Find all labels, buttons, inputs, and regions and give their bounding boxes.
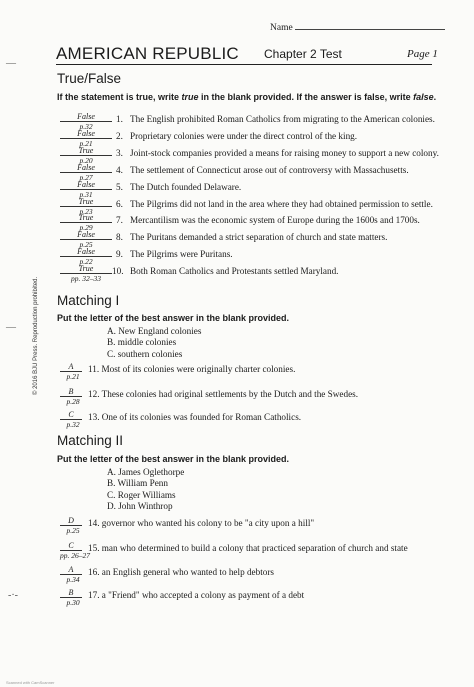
question-row	[60, 589, 440, 611]
question-number: 10.	[112, 266, 124, 277]
page-reference: p.25	[66, 526, 80, 535]
question-text	[88, 567, 274, 577]
question-row	[60, 566, 440, 588]
margin-mark: -·-	[8, 590, 18, 601]
answer-blank[interactable]: False	[60, 248, 112, 257]
question-text	[88, 364, 295, 374]
matching-2-heading: Matching II	[57, 433, 124, 448]
margin-mark: ―	[6, 322, 16, 333]
question-statement: an English general who wanted to help debtors	[101, 567, 275, 577]
matching-1-heading: Matching I	[57, 293, 120, 308]
page-reference: p.23	[79, 206, 93, 216]
question-number: 8.	[116, 232, 123, 243]
question-statement: man who determined to build a colony that practiced separation of church and state	[101, 543, 408, 553]
page-reference: p.29	[79, 223, 93, 233]
question-statement: a "Friend" who accepted a colony as payment of a debt	[101, 590, 305, 600]
question-number: 3.	[116, 147, 123, 158]
matching-1-instructions: Put the letter of the best answer in the blank provided.	[57, 313, 290, 323]
question-row	[60, 363, 440, 385]
page-number: Page 1	[407, 48, 438, 60]
page-reference: pp. 32–33	[71, 274, 101, 284]
question-statement: One of its colonies was founded for Roman Catholics.	[101, 412, 302, 422]
question-row	[60, 411, 440, 433]
answer-blank[interactable]: D	[60, 517, 82, 526]
true-false-heading: True/False	[57, 71, 122, 86]
question-statement: Joint-stock companies provided a means for raising money to support a new colony.	[130, 147, 439, 158]
chapter-label: Chapter 2 Test	[264, 47, 342, 61]
answer-option: C. southern colonies	[107, 348, 183, 359]
answer-option: A. James Oglethorpe	[107, 467, 185, 477]
page-reference: p.32	[66, 420, 80, 429]
answer-blank[interactable]: True	[60, 147, 112, 156]
answer-blank[interactable]: A	[60, 363, 82, 372]
page-reference: p.27	[79, 172, 93, 182]
answer-blank[interactable]: False	[60, 231, 112, 240]
question-number: 5.	[116, 181, 123, 192]
answer-blank[interactable]: False	[60, 181, 112, 190]
question-number: 1.	[116, 114, 123, 124]
page-reference: p.21	[79, 138, 93, 148]
answer-blank[interactable]: C	[60, 542, 82, 551]
question-statement: The Pilgrims did not land in the area where they had obtained permission to settle.	[130, 198, 433, 209]
question-statement: governor who wanted his colony to be "a city upon a hill"	[101, 518, 315, 528]
question-text	[88, 389, 358, 399]
name-line	[295, 20, 445, 30]
page-reference: p.32	[79, 122, 93, 131]
question-statement: The Dutch founded Delaware.	[130, 181, 242, 192]
scanner-note: Scanned with CamScanner	[6, 680, 55, 685]
answer-blank[interactable]: False	[60, 113, 112, 122]
question-statement: The Puritans demanded a strict separation of church and state matters.	[130, 232, 388, 243]
page-reference: p.34	[66, 575, 80, 584]
answer-option: B. middle colonies	[107, 337, 177, 348]
page-reference: pp. 26–27	[60, 551, 90, 560]
question-row	[60, 388, 440, 410]
answer-blank[interactable]: A	[60, 566, 82, 575]
question-number: 6.	[116, 198, 123, 209]
page-reference: p.28	[66, 397, 80, 406]
question-number: 14.	[88, 518, 100, 528]
question-statement: The English prohibited Roman Catholics from migrating to the American colonies.	[130, 114, 435, 124]
page-reference: p.20	[79, 155, 93, 165]
answer-option: D. John Winthrop	[107, 501, 173, 512]
question-statement: Most of its colonies were originally charter colonies.	[101, 364, 296, 374]
name-field[interactable]	[270, 20, 445, 33]
question-number: 13.	[88, 412, 100, 422]
answer-blank[interactable]: True	[60, 198, 112, 207]
answer-blank[interactable]: C	[60, 411, 82, 420]
answer-blank[interactable]: True	[60, 265, 112, 274]
question-number: 15.	[88, 543, 100, 553]
true-false-instructions: If the statement is true, write true in the blank provided. If the answer is false, write false.	[57, 92, 437, 102]
question-row	[60, 265, 440, 287]
page-title: AMERICAN REPUBLIC	[56, 44, 239, 63]
question-statement: Mercantilism was the economic system of Europe during the 1600s and 1700s.	[130, 215, 420, 226]
answer-blank[interactable]: False	[60, 130, 112, 139]
question-number: 11.	[88, 364, 100, 374]
answer-blank[interactable]: B	[60, 589, 82, 598]
question-text	[88, 518, 314, 528]
question-statement: The Pilgrims were Puritans.	[130, 249, 233, 260]
page-reference: p.21	[66, 372, 80, 381]
question-statement: Proprietary colonies were under the direct control of the king.	[130, 130, 358, 141]
question-statement: Both Roman Catholics and Protestants settled Maryland.	[130, 266, 339, 277]
answer-option: A. New England colonies	[107, 326, 202, 336]
question-number: 7.	[116, 215, 123, 226]
page-reference: p.25	[79, 240, 93, 250]
question-statement: These colonies had original settlements by the Dutch and the Swedes.	[101, 389, 359, 399]
name-label: Name	[270, 23, 293, 33]
question-row	[60, 542, 440, 564]
question-text	[88, 543, 408, 553]
answer-option: B. William Penn	[107, 478, 168, 489]
copyright-notice: © 2016 BJU Press. Reproduction prohibited.	[33, 276, 39, 395]
question-text	[88, 412, 301, 422]
question-number: 9.	[116, 249, 123, 260]
question-number: 16.	[88, 567, 100, 577]
matching-2-instructions: Put the letter of the best answer in the blank provided.	[57, 454, 290, 464]
question-number: 17.	[88, 590, 100, 600]
header-rule	[56, 64, 432, 65]
question-number: 4.	[116, 164, 123, 175]
answer-option: C. Roger Williams	[107, 489, 176, 500]
question-text	[88, 590, 304, 600]
answer-blank[interactable]: B	[60, 388, 82, 397]
page-reference: p.31	[79, 189, 93, 199]
page-reference: p.22	[79, 257, 93, 267]
margin-mark: ―	[6, 58, 16, 69]
page-reference: p.30	[66, 598, 80, 607]
answer-blank[interactable]: True	[60, 214, 112, 223]
question-number: 2.	[116, 130, 123, 141]
question-statement: The settlement of Connecticut arose out of controversy with Massachusetts.	[130, 164, 409, 175]
question-row	[60, 517, 440, 539]
answer-blank[interactable]: False	[60, 164, 112, 173]
question-number: 12.	[88, 389, 100, 399]
